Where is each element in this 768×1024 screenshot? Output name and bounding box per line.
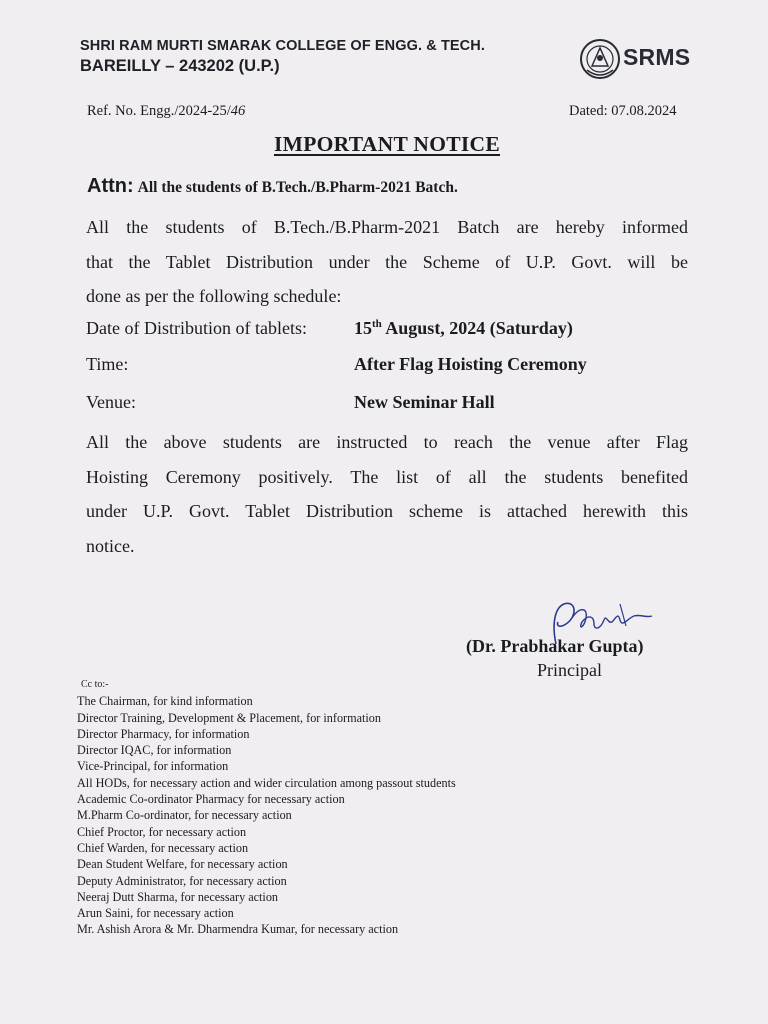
date-line: Dated: 07.08.2024: [569, 103, 677, 119]
copy-to-list: [77, 677, 456, 938]
copy-to-item: Neeraj Dutt Sharma, for necessary action: [77, 889, 279, 904]
reference-prefix: Ref. No. Engg./2024-25/: [87, 103, 231, 119]
intro-paragraph: [86, 210, 688, 314]
schedule-date-row: [86, 318, 573, 339]
schedule-venue-value: New Seminar Hall: [354, 392, 495, 412]
notice-title-text: IMPORTANT NOTICE: [273, 132, 501, 156]
copy-to-heading: Cc to:-: [81, 679, 109, 690]
schedule-time-row: [86, 354, 587, 375]
notice-title: [0, 132, 768, 157]
intro-line: that the Tablet Distribution under the Scheme of U.P. Govt. will be: [86, 251, 688, 272]
college-address: BAREILLY – 243202 (U.P.): [80, 57, 280, 75]
instruction-paragraph: [86, 425, 688, 563]
reference-number: [87, 103, 245, 120]
schedule-venue-label: Venue:: [86, 392, 136, 412]
emblem-icon: [578, 36, 622, 82]
copy-to-item: Mr. Ashish Arora & Mr. Dharmendra Kumar, for necessary action: [77, 922, 399, 937]
schedule-time-label: Time:: [86, 354, 129, 374]
srms-logo: [578, 36, 708, 82]
copy-to-item: Dean Student Welfare, for necessary action: [77, 857, 288, 872]
schedule-date-day: 15: [354, 318, 372, 338]
instruction-line: notice.: [86, 535, 135, 556]
schedule-date-value: [354, 318, 573, 339]
copy-to-items: [77, 693, 456, 937]
copy-to-item: Director IQAC, for information: [77, 743, 232, 758]
attention-label: Attn:: [87, 175, 134, 197]
schedule-venue-row: [86, 392, 495, 413]
instruction-line: All the above students are instructed to reach the venue after Flag: [86, 432, 688, 452]
attention-line: [87, 175, 458, 198]
schedule-date-suffix: th: [372, 318, 382, 330]
signatory-name: (Dr. Prabhakar Gupta): [466, 636, 644, 656]
instruction-line: under U.P. Govt. Tablet Distribution scheme is attached herewith this: [86, 501, 688, 521]
copy-to-item: The Chairman, for kind information: [77, 694, 253, 709]
copy-to-item: Director Pharmacy, for information: [77, 726, 250, 741]
college-name: SHRI RAM MURTI SMARAK COLLEGE OF ENGG. & TECH.: [80, 38, 485, 54]
signatory-title: Principal: [537, 660, 602, 680]
copy-to-item: Deputy Administrator, for necessary action: [77, 873, 287, 888]
reference-handwritten-number: 46: [230, 103, 246, 119]
copy-to-item: Arun Saini, for necessary action: [77, 906, 234, 921]
copy-to-item: Director Training, Development & Placement, for information: [77, 710, 381, 725]
copy-to-item: Chief Proctor, for necessary action: [77, 824, 247, 839]
copy-to-item: M.Pharm Co-ordinator, for necessary action: [77, 808, 292, 823]
schedule-date-rest: August, 2024 (Saturday): [381, 318, 573, 338]
attention-text: All the students of B.Tech./B.Pharm-2021 Batch.: [137, 179, 458, 196]
copy-to-item: Vice-Principal, for information: [77, 759, 229, 774]
schedule-time-value: After Flag Hoisting Ceremony: [354, 354, 587, 374]
logo-text: SRMS: [623, 44, 691, 70]
instruction-line: Hoisting Ceremony positively. The list of all the students benefited: [86, 466, 688, 487]
copy-to-item: Chief Warden, for necessary action: [77, 840, 249, 855]
copy-to-item: All HODs, for necessary action and wider circulation among passout students: [77, 775, 456, 790]
copy-to-item: Academic Co-ordinator Pharmacy for necessary action: [77, 792, 345, 807]
schedule-date-label: Date of Distribution of tablets:: [86, 318, 307, 338]
intro-line: All the students of B.Tech./B.Pharm-2021 Batch are hereby informed: [86, 217, 688, 237]
intro-line: done as per the following schedule:: [86, 286, 342, 306]
